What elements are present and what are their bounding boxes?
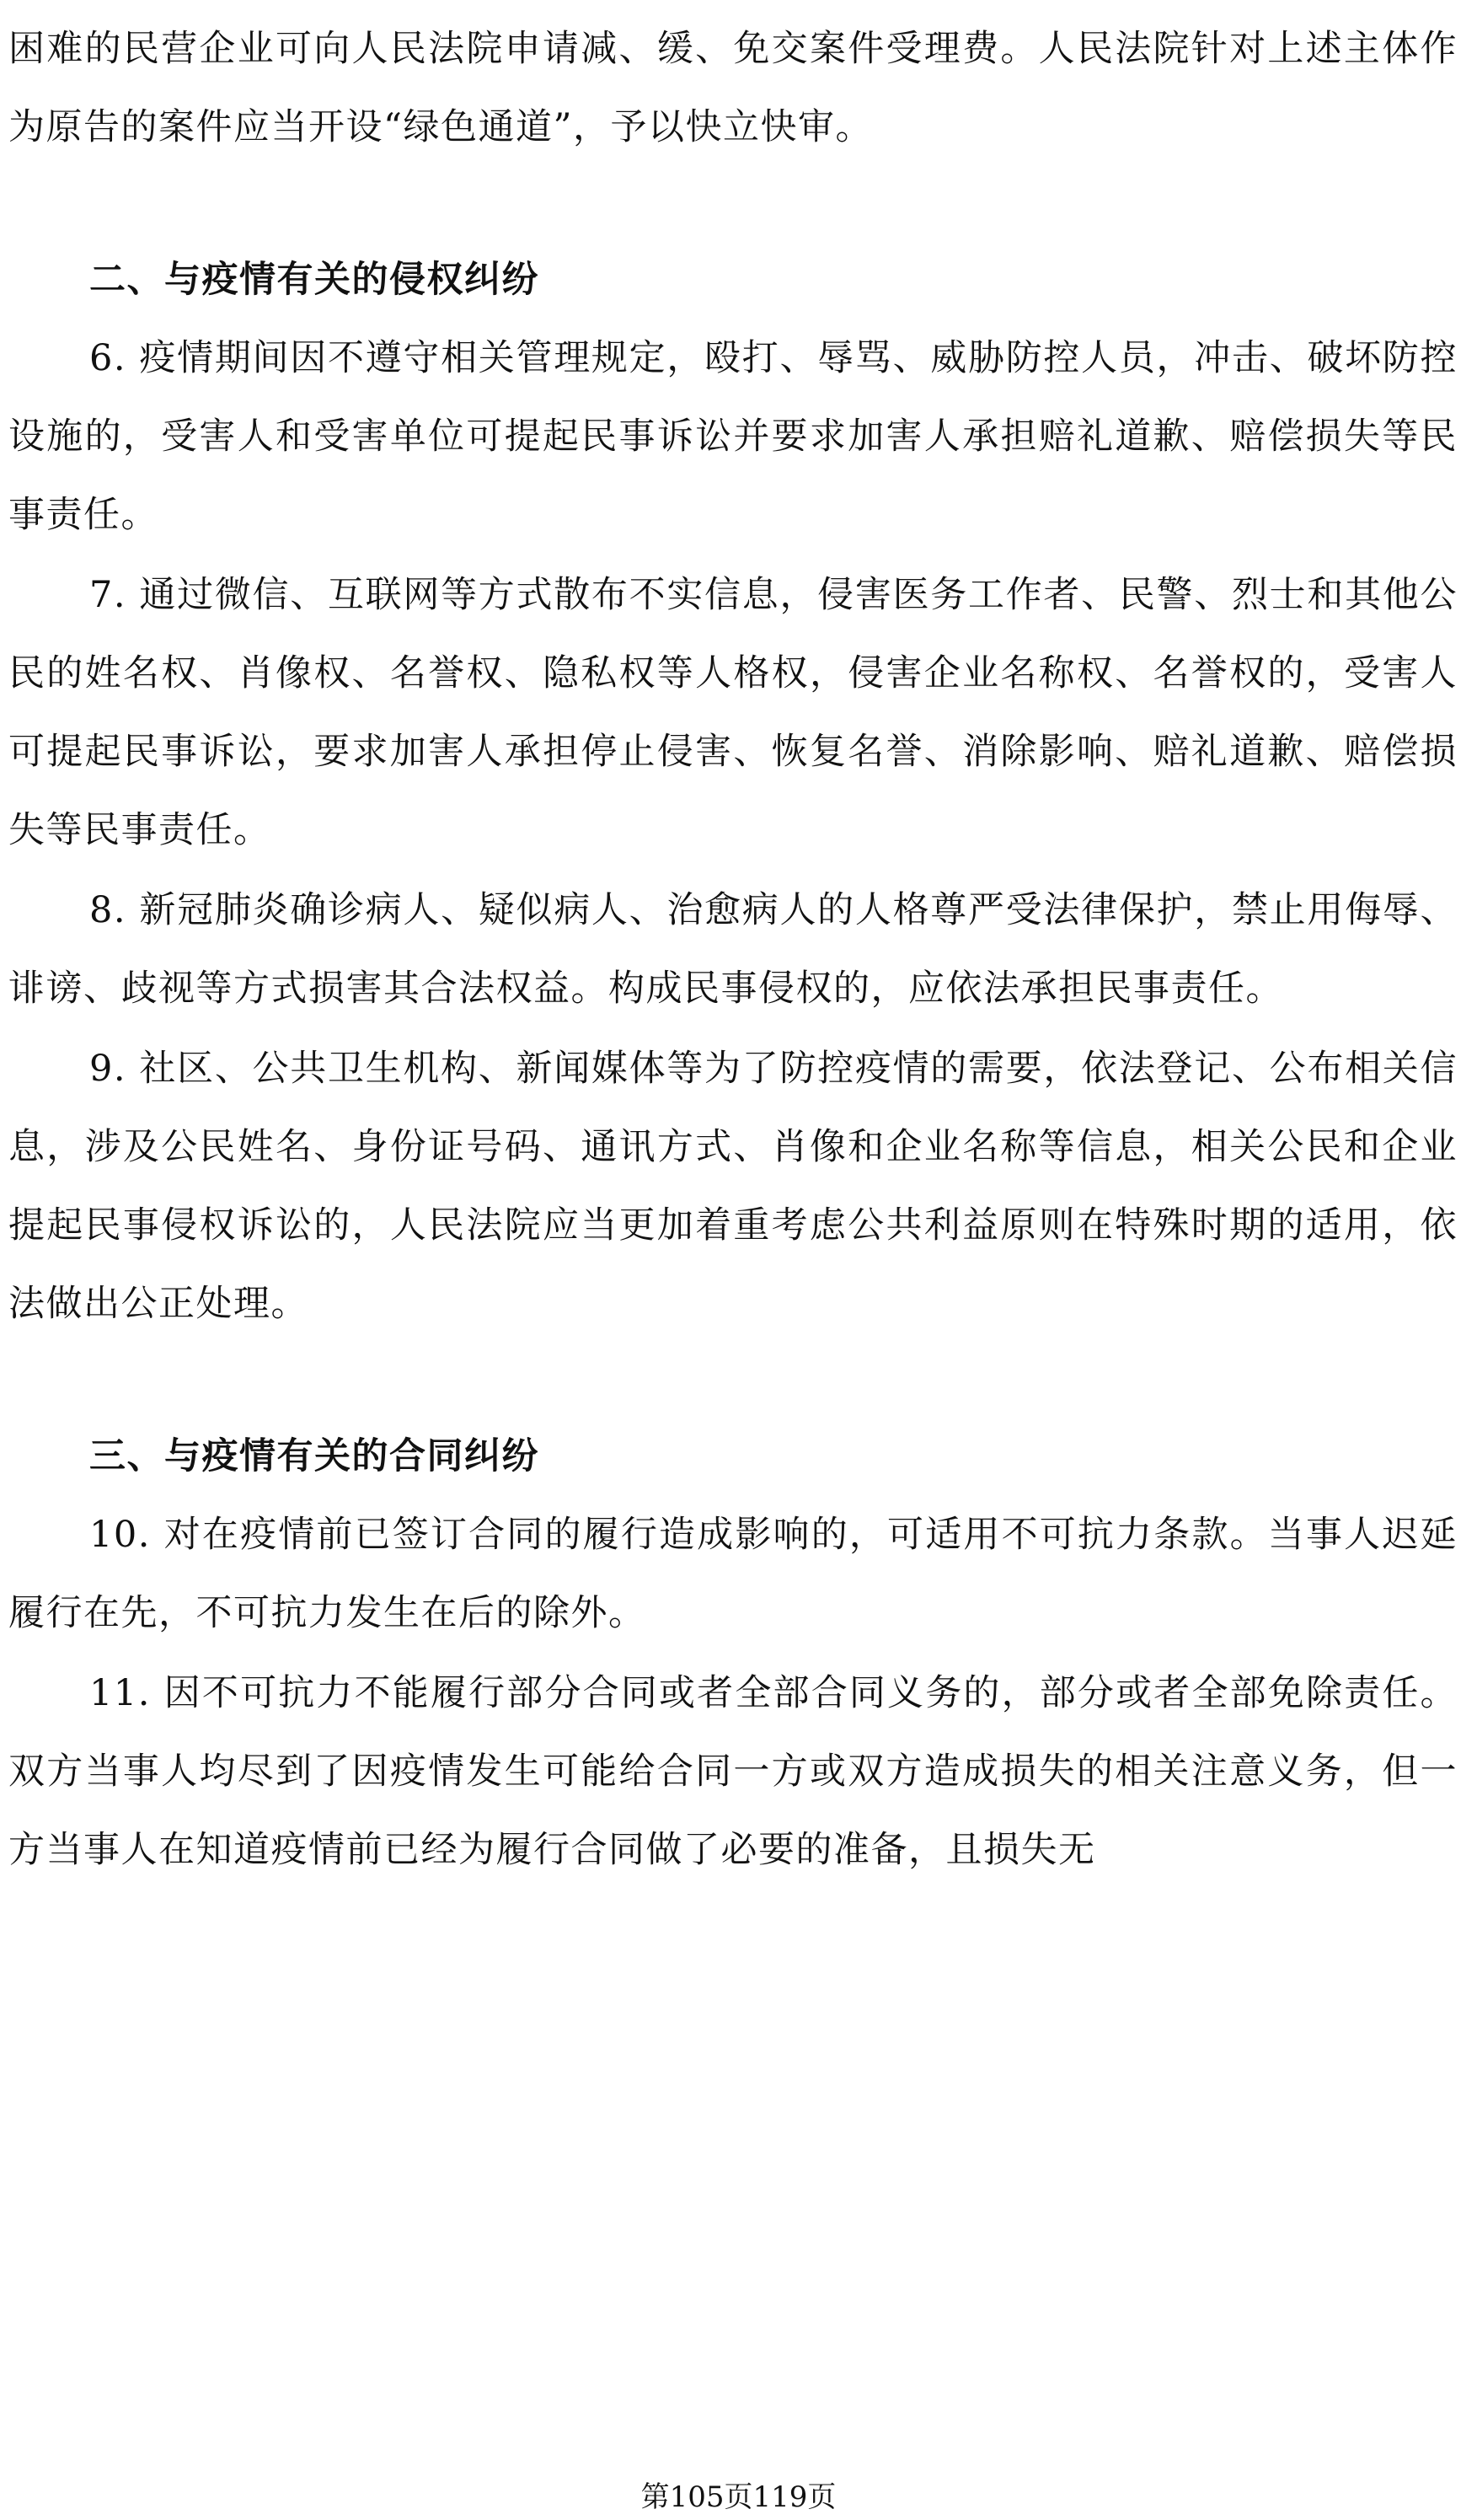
section-heading-tort: 二、与疫情有关的侵权纠纷	[89, 259, 539, 301]
document-body	[8, 10, 1458, 1891]
paragraph-item-9: 9. 社区、公共卫生机构、新闻媒体等为了防控疫情的需要，依法登记、公布相关信息，涉及公民姓名、身份证号码、通讯方式、肖像和企业名称等信息，相关公民和企业提起民事侵权诉讼的，人民法院应当更加着重考虑公共利益原则在特殊时期的适用，依法做出公正处理。	[8, 1048, 1458, 1325]
section-spacer	[8, 169, 1458, 241]
paragraph-item-10: 10. 对在疫情前已签订合同的履行造成影响的，可适用不可抗力条款。当事人迟延履行在先，不可抗力发生在后的除外。	[8, 1514, 1458, 1634]
section-spacer	[8, 1345, 1458, 1418]
paragraph-item-8: 8. 新冠肺炎确诊病人、疑似病人、治愈病人的人格尊严受法律保护，禁止用侮辱、诽谤、歧视等方式损害其合法权益。构成民事侵权的，应依法承担民事责任。	[8, 889, 1458, 1010]
paragraph-continuation: 困难的民营企业可向人民法院申请减、缓、免交案件受理费。人民法院针对上述主体作为原告的案件应当开设“绿色通道”，予以快立快审。	[8, 28, 1458, 148]
section-heading-contract: 三、与疫情有关的合同纠纷	[89, 1435, 539, 1477]
paragraph-item-6: 6. 疫情期间因不遵守相关管理规定，殴打、辱骂、威胁防控人员，冲击、破坏防控设施的，受害人和受害单位可提起民事诉讼并要求加害人承担赔礼道歉、赔偿损失等民事责任。	[8, 337, 1458, 536]
paragraph-item-11: 11. 因不可抗力不能履行部分合同或者全部合同义务的，部分或者全部免除责任。双方当事人均尽到了因疫情发生可能给合同一方或双方造成损失的相关注意义务，但一方当事人在知道疫情前已经为履行合同做了必要的准备，且损失无	[8, 1672, 1458, 1871]
paragraph-item-7: 7. 通过微信、互联网等方式散布不实信息，侵害医务工作者、民警、烈士和其他公民的姓名权、肖像权、名誉权、隐私权等人格权，侵害企业名称权、名誉权的，受害人可提起民事诉讼，要求加害人承担停止侵害、恢复名誉、消除影响、赔礼道歉、赔偿损失等民事责任。	[8, 574, 1458, 851]
page-number-footer: 第105页119页	[640, 2480, 837, 2514]
